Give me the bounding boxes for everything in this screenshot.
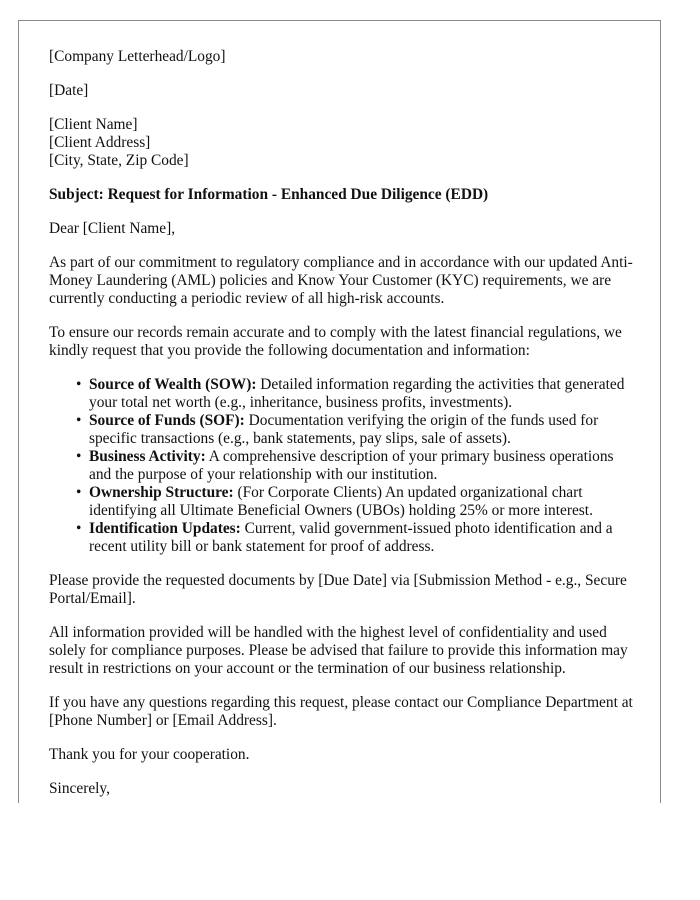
requirement-description: (For Corporate Clients) An updated organizational chart identifying all Ultimate Beneficial Owners (UBOs) holding 25% or more interest. <box>89 484 593 519</box>
requirement-description: A comprehensive description of your primary business operations and the purpose of your relationship with our institution. <box>89 448 614 483</box>
intro-paragraph: As part of our commitment to regulatory compliance and in accordance with our updated Anti-Money Laundering (AML) policies and Know Your Customer (KYC) requirements, we are currently conducting a periodic review of all high-risk accounts. <box>49 254 633 307</box>
bullet-icon: • <box>76 520 82 537</box>
requirement-description: Detailed information regarding the activities that generated your total net worth (e.g., inheritance, business profits, investments). <box>89 376 625 411</box>
requirement-description: Current, valid government-issued photo identification and a recent utility bill or bank statement for proof of address. <box>89 520 613 555</box>
requirement-term: Ownership Structure: <box>89 484 234 501</box>
thanks-line: Thank you for your cooperation. <box>49 746 250 763</box>
requirement-term: Source of Funds (SOF): <box>89 412 245 429</box>
recipient-city-state-zip: [City, State, Zip Code] <box>49 152 189 169</box>
requirement-description: Documentation verifying the origin of the funds used for specific transactions (e.g., bank statements, pay slips, sale of assets). <box>89 412 599 447</box>
list-item <box>76 412 639 448</box>
bullet-icon: • <box>76 376 82 393</box>
letter-date: [Date] <box>49 82 89 99</box>
salutation: Dear [Client Name], <box>49 220 176 237</box>
recipient-block <box>49 116 639 170</box>
list-item <box>76 484 639 520</box>
letter-page <box>18 20 661 803</box>
recipient-name: [Client Name] <box>49 116 138 133</box>
requirement-term: Source of Wealth (SOW): <box>89 376 257 393</box>
subject-line: Subject: Request for Information - Enhanced Due Diligence (EDD) <box>49 186 489 203</box>
letter-body <box>49 48 639 803</box>
list-item <box>76 520 639 556</box>
requirements-list <box>49 376 639 556</box>
requirement-term: Business Activity: <box>89 448 206 465</box>
contact-paragraph: If you have any questions regarding this request, please contact our Compliance Department at [Phone Number] or [Email Address]. <box>49 694 633 729</box>
request-intro-paragraph: To ensure our records remain accurate and to comply with the latest financial regulations, we kindly request that you provide the following documentation and information: <box>49 324 622 359</box>
bullet-icon: • <box>76 484 82 501</box>
recipient-address: [Client Address] <box>49 134 151 151</box>
confidentiality-paragraph: All information provided will be handled with the highest level of confidentiality and used solely for compliance purposes. Please be advised that failure to provide this information may result in restrictions on your account or the termination of our business relationship. <box>49 624 628 677</box>
list-item <box>76 448 639 484</box>
closing-line: Sincerely, <box>49 780 110 797</box>
list-item <box>76 376 639 412</box>
letterhead: [Company Letterhead/Logo] <box>49 48 226 65</box>
bullet-icon: • <box>76 412 82 429</box>
requirement-term: Identification Updates: <box>89 520 241 537</box>
submission-paragraph: Please provide the requested documents by [Due Date] via [Submission Method - e.g., Secure Portal/Email]. <box>49 572 627 607</box>
bullet-icon: • <box>76 448 82 465</box>
